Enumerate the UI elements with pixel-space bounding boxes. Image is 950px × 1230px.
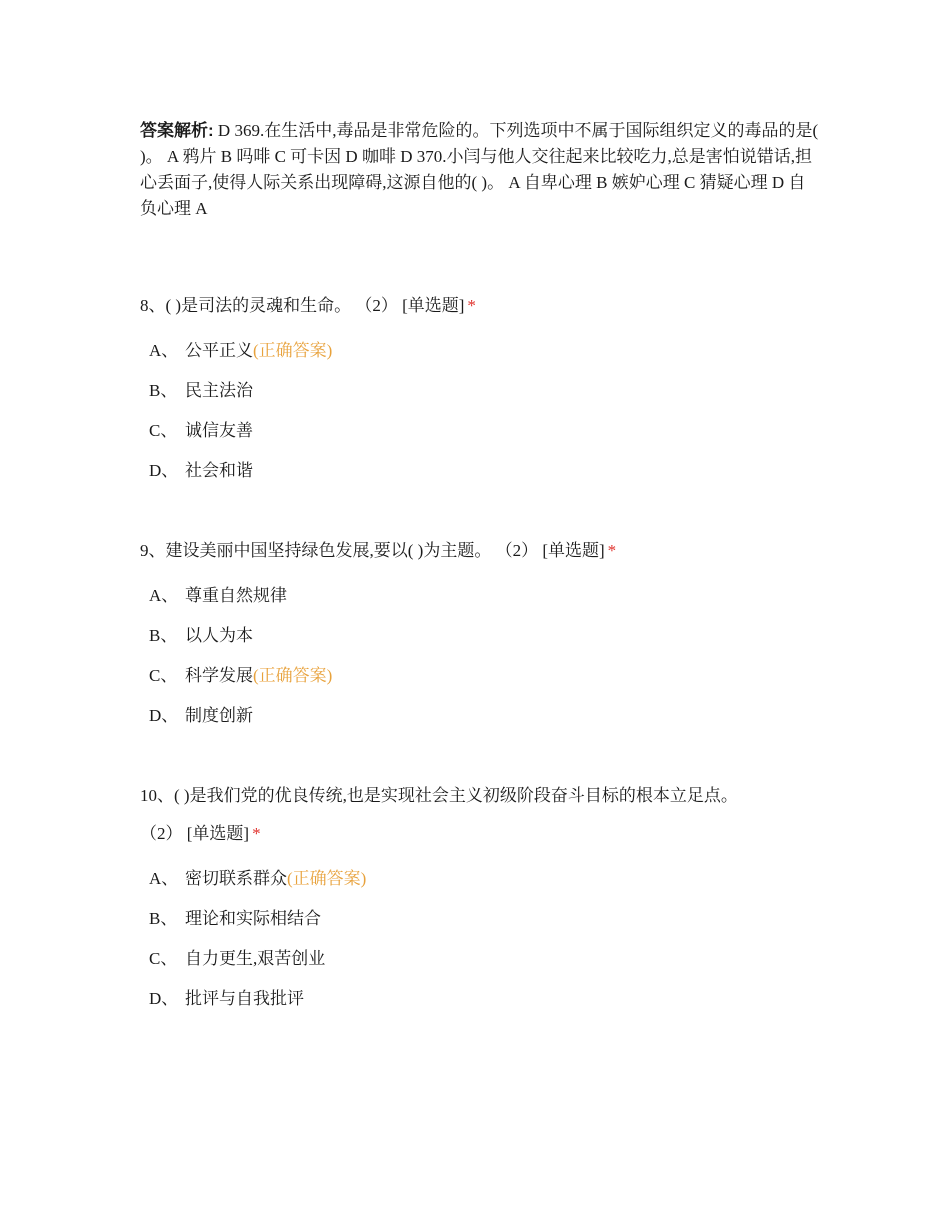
option-text: 民主法治 <box>185 381 253 400</box>
option-d <box>149 696 820 736</box>
option-b <box>149 371 820 411</box>
question-title <box>140 532 820 570</box>
option-c <box>149 939 820 979</box>
option-letter: A、 <box>149 586 179 605</box>
option-d <box>149 979 820 1019</box>
option-letter: B、 <box>149 909 178 928</box>
option-text: 诚信友善 <box>185 421 253 440</box>
required-mark: * <box>252 824 261 843</box>
option-text: 社会和谐 <box>185 461 253 480</box>
option-text: 自力更生,艰苦创业 <box>185 949 326 968</box>
question-title <box>140 777 820 853</box>
question-8 <box>140 287 820 491</box>
document-page <box>140 118 820 1019</box>
analysis-label: 答案解析: <box>140 121 214 140</box>
option-a <box>149 331 820 371</box>
correct-answer-tag: (正确答案) <box>253 341 333 360</box>
option-text: 理论和实际相结合 <box>185 909 321 928</box>
option-letter: D、 <box>149 989 179 1008</box>
question-title <box>140 287 820 325</box>
option-letter: A、 <box>149 341 179 360</box>
option-text: 公平正义 <box>185 341 253 360</box>
option-text: 以人为本 <box>185 626 253 645</box>
correct-answer-tag: (正确答案) <box>253 666 333 685</box>
option-letter: B、 <box>149 626 178 645</box>
option-text: 尊重自然规律 <box>185 586 287 605</box>
option-letter: D、 <box>149 706 179 725</box>
option-b <box>149 899 820 939</box>
analysis-text: D 369.在生活中,毒品是非常危险的。下列选项中不属于国际组织定义的毒品的是( )。 A 鸦片 B 吗啡 C 可卡因 D 咖啡 D 370.小闫与他人交往起来比较吃力,总是害怕说错话,担心丢面子,使得人际关系出现障碍,这源自他的( )。 A 自卑心理 B 嫉妒心理 C 猜疑心理 D 自负心理 A <box>140 121 819 218</box>
question-score: （2） <box>495 541 539 560</box>
option-c <box>149 656 820 696</box>
question-type: [单选题] <box>186 824 250 843</box>
option-letter: C、 <box>149 666 178 685</box>
option-a <box>149 576 820 616</box>
option-letter: C、 <box>149 949 178 968</box>
question-text: 9、建设美丽中国坚持绿色发展,要以( )为主题。 <box>140 541 492 560</box>
correct-answer-tag: (正确答案) <box>287 869 367 888</box>
question-text: 10、( )是我们党的优良传统,也是实现社会主义初级阶段奋斗目标的根本立足点。 <box>140 786 738 805</box>
required-mark: * <box>607 541 617 560</box>
option-text: 密切联系群众 <box>185 869 287 888</box>
option-text: 批评与自我批评 <box>185 989 304 1008</box>
required-mark: * <box>467 296 476 315</box>
question-10 <box>140 777 820 1019</box>
question-score: （2） <box>140 824 183 843</box>
option-letter: A、 <box>149 869 179 888</box>
question-9 <box>140 532 820 736</box>
option-letter: D、 <box>149 461 179 480</box>
question-text: 8、( )是司法的灵魂和生命。 <box>140 296 352 315</box>
question-score: （2） <box>355 296 398 315</box>
option-letter: B、 <box>149 381 178 400</box>
option-text: 制度创新 <box>185 706 253 725</box>
option-b <box>149 616 820 656</box>
question-type: [单选题] <box>402 296 465 315</box>
option-letter: C、 <box>149 421 178 440</box>
option-d <box>149 451 820 491</box>
option-a <box>149 859 820 899</box>
option-c <box>149 411 820 451</box>
answer-analysis <box>140 118 820 222</box>
question-type: [单选题] <box>542 541 605 560</box>
option-text: 科学发展 <box>185 666 253 685</box>
